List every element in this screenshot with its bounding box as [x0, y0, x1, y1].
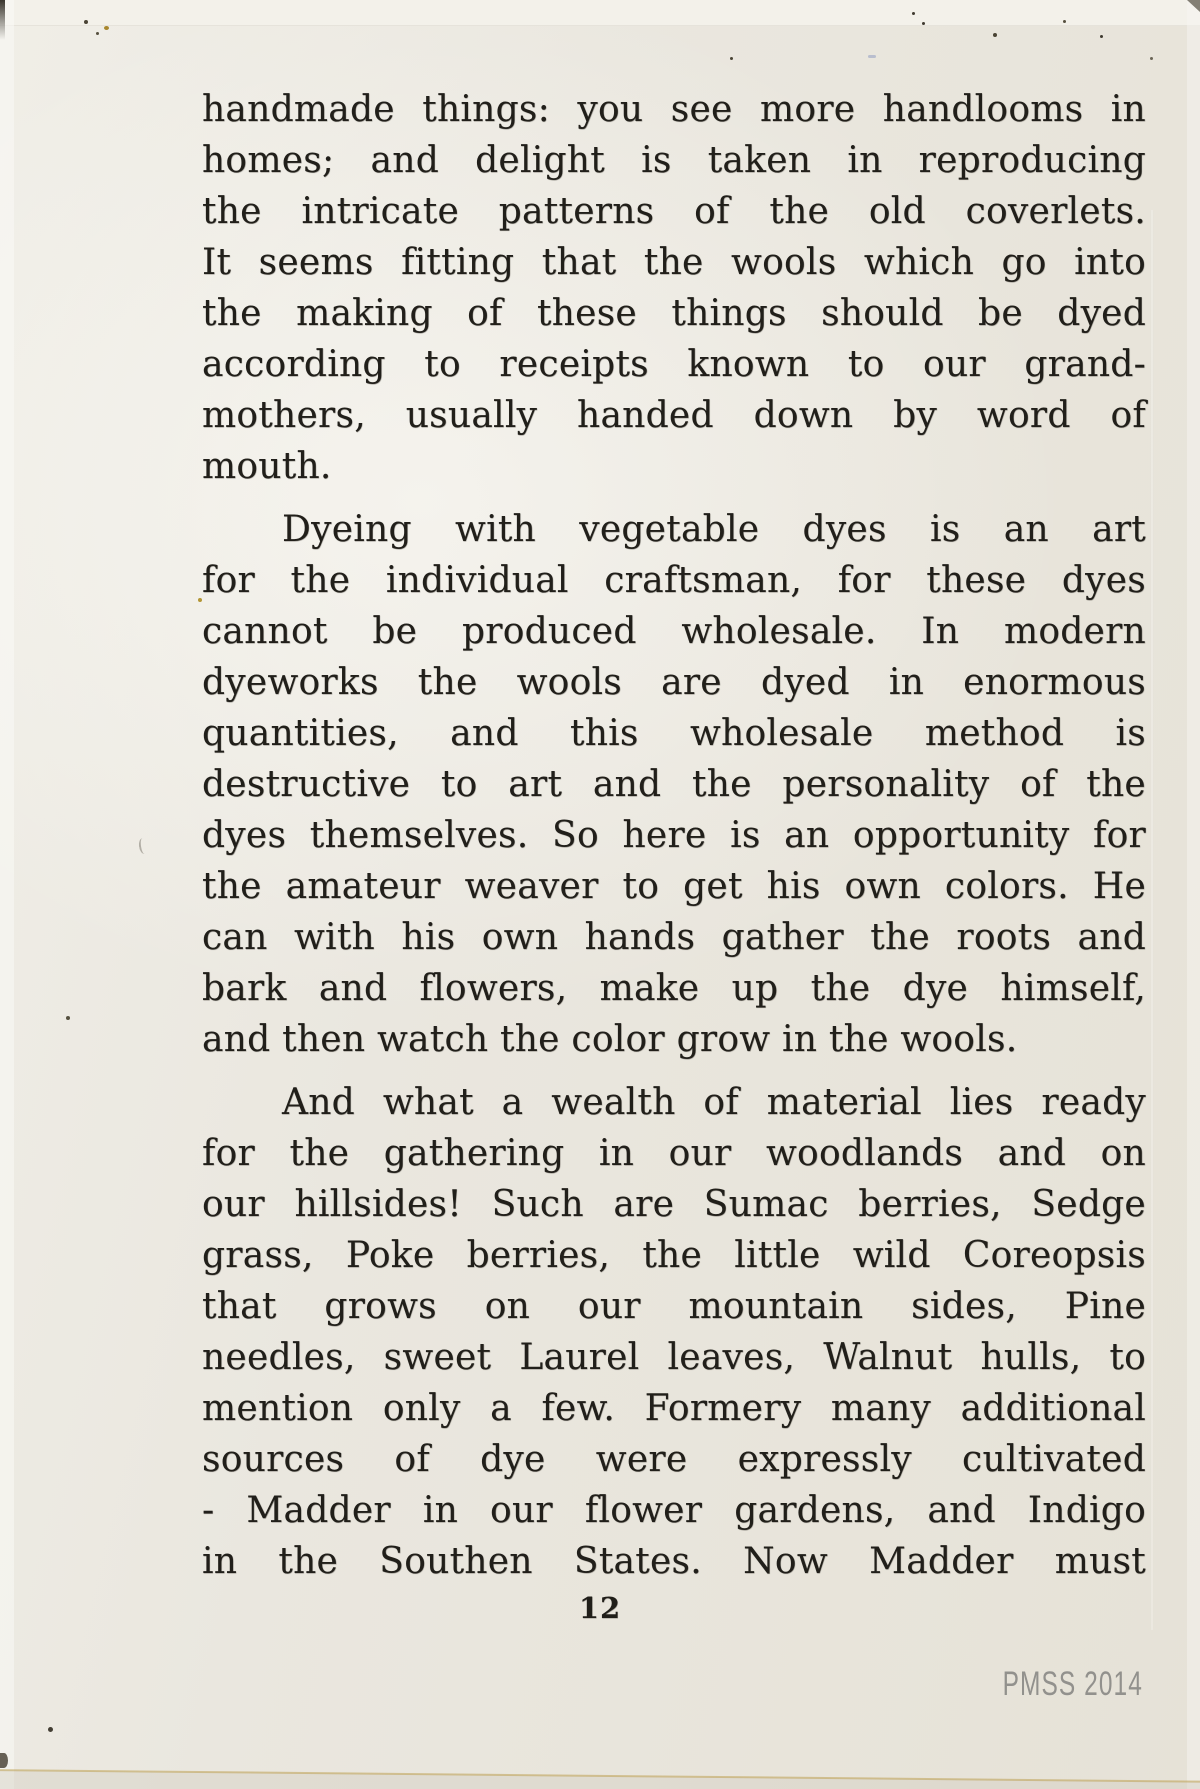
text-line: homes; and delight is taken in reproducing — [202, 140, 1146, 181]
scan-edge-mark-top-left — [0, 0, 5, 40]
paper-speck — [1063, 20, 1066, 23]
paper-speck — [48, 1727, 53, 1732]
text-line: needles, sweet Laurel leaves, Walnut hulls, to — [202, 1337, 1146, 1378]
text-line: for the individual craftsman, for these dyes — [202, 560, 1146, 601]
text-line: It seems fitting that the wools which go into — [202, 242, 1146, 283]
paper-speck — [912, 12, 915, 15]
paper-speck — [84, 20, 88, 24]
text-line: dyes themselves. So here is an opportunity for — [202, 815, 1146, 856]
text-line: Dyeing with vegetable dyes is an art — [282, 509, 1146, 550]
text-line: that grows on our mountain sides, Pine — [202, 1286, 1146, 1327]
paragraph-1 — [202, 84, 1146, 492]
scan-edge-mark-bottom-left — [0, 1753, 8, 1768]
text-line: dyeworks the wools are dyed in enormous — [202, 662, 1146, 703]
paper-speck — [868, 55, 876, 58]
watermark: PMSS 2014 — [1002, 1665, 1143, 1703]
paper-speck — [66, 1016, 70, 1020]
paper-speck — [198, 598, 202, 602]
text-line: our hillsides! Such are Sumac berries, Sedge — [202, 1184, 1146, 1225]
text-line: - Madder in our flower gardens, and Indigo — [202, 1490, 1146, 1531]
paragraph-2 — [202, 504, 1146, 1065]
text-line: And what a wealth of material lies ready — [282, 1082, 1146, 1123]
text-line: destructive to art and the personality of the — [202, 764, 1146, 805]
text-line: the amateur weaver to get his own colors. He — [202, 866, 1146, 907]
paper-speck — [1150, 57, 1153, 60]
text-line: grass, Poke berries, the little wild Coreopsis — [202, 1235, 1146, 1276]
paper-speck — [730, 57, 733, 60]
paper-arc-mark — [138, 837, 149, 854]
text-line: handmade things: you see more handlooms in — [202, 89, 1146, 130]
scan-edge-mark-top-right — [1187, 0, 1200, 12]
paper-speck — [993, 33, 997, 37]
text-line: for the gathering in our woodlands and on — [202, 1133, 1146, 1174]
text-line: the intricate patterns of the old coverlets. — [202, 191, 1146, 232]
paper-speck — [1100, 35, 1103, 38]
text-line: mouth. — [202, 446, 332, 487]
scan-top-edge — [0, 0, 1200, 26]
paper-speck — [922, 22, 925, 25]
page-number: 12 — [578, 1591, 622, 1625]
body-text — [202, 84, 1146, 1587]
text-line: and then watch the color grow in the wools. — [202, 1019, 1018, 1060]
text-line: quantities, and this wholesale method is — [202, 713, 1146, 754]
text-line: in the Southen States. Now Madder must — [202, 1541, 1146, 1582]
text-line: according to receipts known to our grand- — [202, 344, 1146, 385]
paper-speck — [96, 32, 99, 35]
text-line: sources of dye were expressly cultivated — [202, 1439, 1146, 1480]
text-line: mention only a few. Formery many additional — [202, 1388, 1146, 1429]
text-line: cannot be produced wholesale. In modern — [202, 611, 1146, 652]
paper-crease — [1150, 210, 1154, 1630]
paper-speck — [104, 26, 109, 30]
scan-right-edge — [1187, 0, 1200, 1789]
text-line: mothers, usually handed down by word of — [202, 395, 1146, 436]
paragraph-3 — [202, 1077, 1146, 1587]
text-line: bark and flowers, make up the dye himself, — [202, 968, 1146, 1009]
text-line: can with his own hands gather the roots and — [202, 917, 1146, 958]
scan-left-edge — [0, 0, 14, 1789]
text-line: the making of these things should be dyed — [202, 293, 1146, 334]
